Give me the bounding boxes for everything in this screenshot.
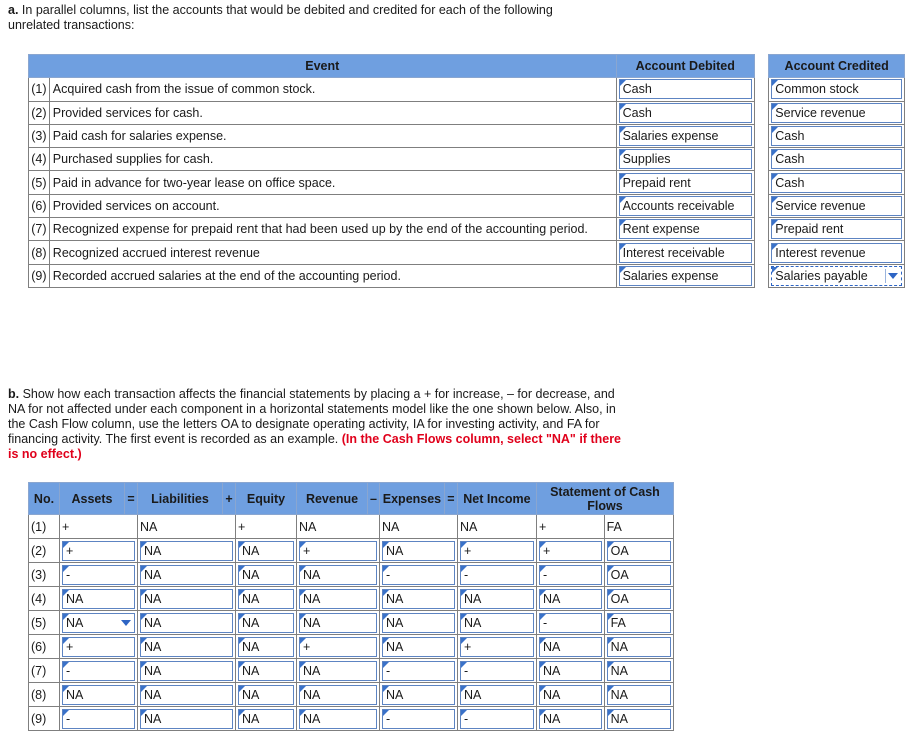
corner-triangle-icon xyxy=(620,80,626,86)
corner-triangle-icon xyxy=(540,542,546,548)
exp-cell[interactable]: NA xyxy=(379,539,457,563)
cf_act-cell[interactable]: FA xyxy=(604,611,673,635)
equity-cell[interactable]: NA xyxy=(236,587,297,611)
row-number: (1) xyxy=(29,515,60,539)
corner-triangle-icon xyxy=(540,662,546,668)
corner-triangle-icon xyxy=(300,662,306,668)
account-debited-cell[interactable] xyxy=(616,194,754,217)
account-credited-value: Cash xyxy=(775,129,805,144)
cf_act-cell[interactable]: NA xyxy=(604,659,673,683)
statement-row xyxy=(29,539,674,563)
corner-triangle-icon xyxy=(461,542,467,548)
corner-triangle-icon xyxy=(383,590,389,596)
corner-triangle-icon xyxy=(608,590,614,596)
equals-sign: = xyxy=(125,483,138,515)
ni-cell[interactable]: - xyxy=(457,707,536,731)
row-number: (2) xyxy=(29,539,60,563)
account-credited-cell[interactable] xyxy=(769,124,905,147)
corner-triangle-icon xyxy=(772,267,778,273)
liab-cell[interactable]: NA xyxy=(138,587,236,611)
event-number: (1) xyxy=(29,78,50,101)
corner-triangle-icon xyxy=(461,710,467,716)
corner-triangle-icon xyxy=(540,614,546,620)
event-row xyxy=(29,264,905,287)
event-row xyxy=(29,218,905,241)
corner-triangle-icon xyxy=(772,244,778,250)
plus-sign: + xyxy=(223,483,236,515)
statement-row xyxy=(29,563,674,587)
event-number: (8) xyxy=(29,241,50,264)
corner-triangle-icon xyxy=(141,542,147,548)
liab-cell[interactable]: NA xyxy=(138,563,236,587)
corner-triangle-icon xyxy=(620,267,626,273)
event-row xyxy=(29,171,905,194)
rev-cell[interactable]: + xyxy=(297,539,380,563)
event-number: (9) xyxy=(29,264,50,287)
accounts-table xyxy=(28,54,905,288)
assets-cell[interactable]: + xyxy=(60,539,138,563)
event-row xyxy=(29,78,905,101)
corner-triangle-icon xyxy=(141,686,147,692)
corner-triangle-icon xyxy=(239,566,245,572)
expenses-header: Expenses xyxy=(379,483,444,515)
exp-cell[interactable]: NA xyxy=(379,683,457,707)
corner-triangle-icon xyxy=(63,638,69,644)
corner-triangle-icon xyxy=(63,710,69,716)
statement-row xyxy=(29,659,674,683)
liab-cell[interactable]: NA xyxy=(138,683,236,707)
exp-cell[interactable]: NA xyxy=(379,587,457,611)
corner-triangle-icon xyxy=(239,614,245,620)
corner-triangle-icon xyxy=(461,614,467,620)
cf_act-cell[interactable]: NA xyxy=(604,683,673,707)
event-description: Provided services for cash. xyxy=(49,101,616,124)
account-credited-value: Cash xyxy=(775,175,805,190)
corner-triangle-icon xyxy=(141,566,147,572)
equity-cell[interactable]: NA xyxy=(236,539,297,563)
corner-triangle-icon xyxy=(608,638,614,644)
liab-cell[interactable]: NA xyxy=(138,659,236,683)
corner-triangle-icon xyxy=(383,710,389,716)
corner-triangle-icon xyxy=(608,686,614,692)
row-number: (9) xyxy=(29,707,60,731)
corner-triangle-icon xyxy=(141,662,147,668)
cf_act-cell[interactable]: OA xyxy=(604,587,673,611)
corner-triangle-icon xyxy=(620,174,626,180)
statement-row xyxy=(29,707,674,731)
revenue-header: Revenue xyxy=(297,483,368,515)
corner-triangle-icon xyxy=(383,686,389,692)
corner-triangle-icon xyxy=(300,614,306,620)
event-header: Event xyxy=(29,55,617,78)
cf_sign-cell[interactable]: + xyxy=(536,539,604,563)
event-number: (2) xyxy=(29,101,50,124)
exp-cell[interactable]: - xyxy=(379,563,457,587)
account-debited-value: Interest receivable xyxy=(622,245,725,260)
corner-triangle-icon xyxy=(300,710,306,716)
liab-cell: NA xyxy=(138,515,236,539)
corner-triangle-icon xyxy=(63,662,69,668)
corner-triangle-icon xyxy=(239,542,245,548)
equity-header: Equity xyxy=(236,483,297,515)
cf_sign-cell: + xyxy=(536,515,604,539)
ni-cell[interactable]: - xyxy=(457,563,536,587)
ni-cell[interactable]: + xyxy=(457,539,536,563)
liab-cell[interactable]: NA xyxy=(138,539,236,563)
corner-triangle-icon xyxy=(239,662,245,668)
account-debited-value: Salaries expense xyxy=(622,268,719,283)
account-debited-value: Rent expense xyxy=(622,222,700,237)
event-description: Recognized expense for prepaid rent that had been used up by the end of the accounting period. xyxy=(49,218,616,241)
account-debited-cell[interactable] xyxy=(616,101,754,124)
cf_sign-cell[interactable]: NA xyxy=(536,683,604,707)
ni-cell[interactable]: NA xyxy=(457,683,536,707)
account-credited-value: Common stock xyxy=(775,82,859,97)
dropdown-arrow-icon[interactable] xyxy=(888,273,898,279)
row-number: (4) xyxy=(29,587,60,611)
equity-cell[interactable]: NA xyxy=(236,635,297,659)
row-number: (8) xyxy=(29,683,60,707)
corner-triangle-icon xyxy=(540,590,546,596)
event-description: Paid in advance for two-year lease on office space. xyxy=(49,171,616,194)
corner-triangle-icon xyxy=(461,662,467,668)
account-debited-cell[interactable] xyxy=(616,124,754,147)
assets-cell[interactable]: NA xyxy=(60,683,138,707)
corner-triangle-icon xyxy=(141,638,147,644)
event-number: (7) xyxy=(29,218,50,241)
account-debited-value: Supplies xyxy=(622,152,671,167)
dropdown-arrow-icon[interactable] xyxy=(121,620,131,626)
account-credited-value: Prepaid rent xyxy=(775,222,844,237)
account-credited-cell[interactable] xyxy=(769,241,905,264)
cf_sign-cell[interactable]: - xyxy=(536,563,604,587)
account-credited-cell[interactable] xyxy=(769,101,905,124)
ni-cell[interactable]: + xyxy=(457,635,536,659)
account-debited-value: Accounts receivable xyxy=(622,198,735,213)
account-credited-cell[interactable] xyxy=(769,171,905,194)
equity-cell[interactable]: NA xyxy=(236,563,297,587)
ni-cell[interactable]: NA xyxy=(457,587,536,611)
account-credited-cell[interactable] xyxy=(769,148,905,171)
equity-cell[interactable]: NA xyxy=(236,683,297,707)
liab-cell[interactable]: NA xyxy=(138,635,236,659)
row-number: (5) xyxy=(29,611,60,635)
corner-triangle-icon xyxy=(540,638,546,644)
statement-row xyxy=(29,683,674,707)
statement-row xyxy=(29,587,674,611)
rev-cell[interactable]: NA xyxy=(297,563,380,587)
statement-row xyxy=(29,515,674,539)
event-row xyxy=(29,101,905,124)
assets-cell[interactable]: - xyxy=(60,659,138,683)
rev-cell[interactable]: NA xyxy=(297,683,380,707)
corner-triangle-icon xyxy=(608,662,614,668)
rev-cell: NA xyxy=(297,515,380,539)
assets-cell: + xyxy=(60,515,138,539)
event-description: Recognized accrued interest revenue xyxy=(49,241,616,264)
cash-flows-header: Statement of Cash Flows xyxy=(536,483,673,515)
exp-cell[interactable]: NA xyxy=(379,635,457,659)
assets-cell[interactable]: NA xyxy=(60,587,138,611)
part-b-note: (In the Cash Flows column, select "NA" if there is no effect.) xyxy=(8,432,622,461)
corner-triangle-icon xyxy=(620,197,626,203)
account-debited-cell[interactable] xyxy=(616,241,754,264)
corner-triangle-icon xyxy=(620,244,626,250)
liab-cell[interactable]: NA xyxy=(138,707,236,731)
account-debited-cell[interactable] xyxy=(616,148,754,171)
event-row xyxy=(29,194,905,217)
minus-sign: – xyxy=(368,483,380,515)
ni-cell[interactable]: NA xyxy=(457,611,536,635)
account-debited-value: Salaries expense xyxy=(622,129,719,144)
account-credited-value: Service revenue xyxy=(775,105,866,120)
account-credited-cell[interactable] xyxy=(769,78,905,101)
account-debited-cell[interactable] xyxy=(616,264,754,287)
statement-row xyxy=(29,611,674,635)
cf_sign-cell[interactable]: NA xyxy=(536,659,604,683)
rev-cell[interactable]: + xyxy=(297,635,380,659)
exp-cell[interactable]: - xyxy=(379,707,457,731)
corner-triangle-icon xyxy=(63,590,69,596)
cf_act-cell[interactable]: OA xyxy=(604,539,673,563)
account-credited-value: Salaries payable xyxy=(775,268,868,283)
corner-triangle-icon xyxy=(620,150,626,156)
cf_act-cell[interactable]: OA xyxy=(604,563,673,587)
corner-triangle-icon xyxy=(540,710,546,716)
account-credited-cell[interactable] xyxy=(769,194,905,217)
part-a-instructions xyxy=(8,3,608,33)
corner-triangle-icon xyxy=(300,638,306,644)
corner-triangle-icon xyxy=(772,104,778,110)
event-number: (5) xyxy=(29,171,50,194)
part-a-label: a. xyxy=(8,3,19,17)
part-b-label: b. xyxy=(8,387,20,401)
assets-cell[interactable]: NA xyxy=(60,611,138,635)
event-description: Purchased supplies for cash. xyxy=(49,148,616,171)
part-b-instructions xyxy=(8,387,628,462)
ni-cell: NA xyxy=(457,515,536,539)
corner-triangle-icon xyxy=(141,614,147,620)
event-number: (3) xyxy=(29,124,50,147)
corner-triangle-icon xyxy=(772,220,778,226)
event-description: Paid cash for salaries expense. xyxy=(49,124,616,147)
account-debited-cell[interactable] xyxy=(616,78,754,101)
event-row xyxy=(29,124,905,147)
corner-triangle-icon xyxy=(461,566,467,572)
assets-cell[interactable]: + xyxy=(60,635,138,659)
corner-triangle-icon xyxy=(608,542,614,548)
corner-triangle-icon xyxy=(383,542,389,548)
cf_sign-cell[interactable]: NA xyxy=(536,707,604,731)
account-credited-cell[interactable] xyxy=(769,264,905,287)
account-debited-value: Prepaid rent xyxy=(622,175,691,190)
row-number: (7) xyxy=(29,659,60,683)
account-credited-value: Cash xyxy=(775,152,805,167)
ni-cell[interactable]: - xyxy=(457,659,536,683)
corner-triangle-icon xyxy=(772,80,778,86)
cf_sign-cell[interactable]: NA xyxy=(536,587,604,611)
corner-triangle-icon xyxy=(300,566,306,572)
part-a-text: In parallel columns, list the accounts that would be debited and credited for each of the following unrelated transactions: xyxy=(8,3,553,32)
account-debited-cell[interactable] xyxy=(616,218,754,241)
account-credited-cell[interactable] xyxy=(769,218,905,241)
corner-triangle-icon xyxy=(63,686,69,692)
cf_act-cell[interactable]: NA xyxy=(604,635,673,659)
liab-cell[interactable]: NA xyxy=(138,611,236,635)
equals-sign-2: = xyxy=(444,483,457,515)
corner-triangle-icon xyxy=(300,542,306,548)
cf_act-cell: FA xyxy=(604,515,673,539)
credited-header: Account Credited xyxy=(769,55,905,78)
rev-cell[interactable]: NA xyxy=(297,659,380,683)
corner-triangle-icon xyxy=(383,566,389,572)
account-debited-value: Cash xyxy=(622,82,652,97)
corner-triangle-icon xyxy=(620,104,626,110)
corner-triangle-icon xyxy=(383,662,389,668)
corner-triangle-icon xyxy=(63,542,69,548)
account-credited-value: Interest revenue xyxy=(775,245,866,260)
corner-triangle-icon xyxy=(383,614,389,620)
exp-cell[interactable]: NA xyxy=(379,611,457,635)
corner-triangle-icon xyxy=(540,686,546,692)
assets-header: Assets xyxy=(60,483,125,515)
event-row xyxy=(29,148,905,171)
event-number: (4) xyxy=(29,148,50,171)
equity-cell[interactable]: NA xyxy=(236,611,297,635)
corner-triangle-icon xyxy=(620,220,626,226)
corner-triangle-icon xyxy=(141,710,147,716)
corner-triangle-icon xyxy=(608,614,614,620)
corner-triangle-icon xyxy=(461,590,467,596)
corner-triangle-icon xyxy=(540,566,546,572)
corner-triangle-icon xyxy=(63,566,69,572)
corner-triangle-icon xyxy=(772,150,778,156)
equity-cell[interactable]: NA xyxy=(236,659,297,683)
corner-triangle-icon xyxy=(63,614,69,620)
cf_sign-cell[interactable]: NA xyxy=(536,635,604,659)
statements-model-table xyxy=(28,482,674,731)
exp-cell[interactable]: - xyxy=(379,659,457,683)
event-description: Recorded accrued salaries at the end of the accounting period. xyxy=(49,264,616,287)
cf_sign-cell[interactable]: - xyxy=(536,611,604,635)
corner-triangle-icon xyxy=(141,590,147,596)
corner-triangle-icon xyxy=(608,566,614,572)
corner-triangle-icon xyxy=(239,686,245,692)
equity-cell[interactable]: NA xyxy=(236,707,297,731)
debited-header: Account Debited xyxy=(616,55,754,78)
cf_act-cell[interactable]: NA xyxy=(604,707,673,731)
corner-triangle-icon xyxy=(772,127,778,133)
corner-triangle-icon xyxy=(383,638,389,644)
assets-cell[interactable]: - xyxy=(60,563,138,587)
corner-triangle-icon xyxy=(239,710,245,716)
corner-triangle-icon xyxy=(461,638,467,644)
corner-triangle-icon xyxy=(772,174,778,180)
corner-triangle-icon xyxy=(620,127,626,133)
account-credited-value: Service revenue xyxy=(775,198,866,213)
no-header: No. xyxy=(29,483,60,515)
corner-triangle-icon xyxy=(608,710,614,716)
exp-cell: NA xyxy=(379,515,457,539)
part-b-text: Show how each transaction affects the financial statements by placing a + for increase, – for decrease, and NA for not affected under each component in a horizontal statements model like the one shown below. Also, in the Cash Flow column, use the letters OA to designate operating activity, IA for investing activity, and FA for financing activity. The first event is recorded as an example. xyxy=(8,387,616,446)
assets-cell[interactable]: - xyxy=(60,707,138,731)
corner-triangle-icon xyxy=(461,686,467,692)
rev-cell[interactable]: NA xyxy=(297,707,380,731)
rev-cell[interactable]: NA xyxy=(297,587,380,611)
liabilities-header: Liabilities xyxy=(138,483,223,515)
event-row xyxy=(29,241,905,264)
row-number: (6) xyxy=(29,635,60,659)
row-number: (3) xyxy=(29,563,60,587)
net-income-header: Net Income xyxy=(457,483,536,515)
statement-row xyxy=(29,635,674,659)
event-description: Provided services on account. xyxy=(49,194,616,217)
corner-triangle-icon xyxy=(300,686,306,692)
corner-triangle-icon xyxy=(772,197,778,203)
equity-cell: + xyxy=(236,515,297,539)
rev-cell[interactable]: NA xyxy=(297,611,380,635)
account-debited-value: Cash xyxy=(622,105,652,120)
event-description: Acquired cash from the issue of common stock. xyxy=(49,78,616,101)
corner-triangle-icon xyxy=(300,590,306,596)
corner-triangle-icon xyxy=(239,638,245,644)
corner-triangle-icon xyxy=(239,590,245,596)
event-number: (6) xyxy=(29,194,50,217)
account-debited-cell[interactable] xyxy=(616,171,754,194)
